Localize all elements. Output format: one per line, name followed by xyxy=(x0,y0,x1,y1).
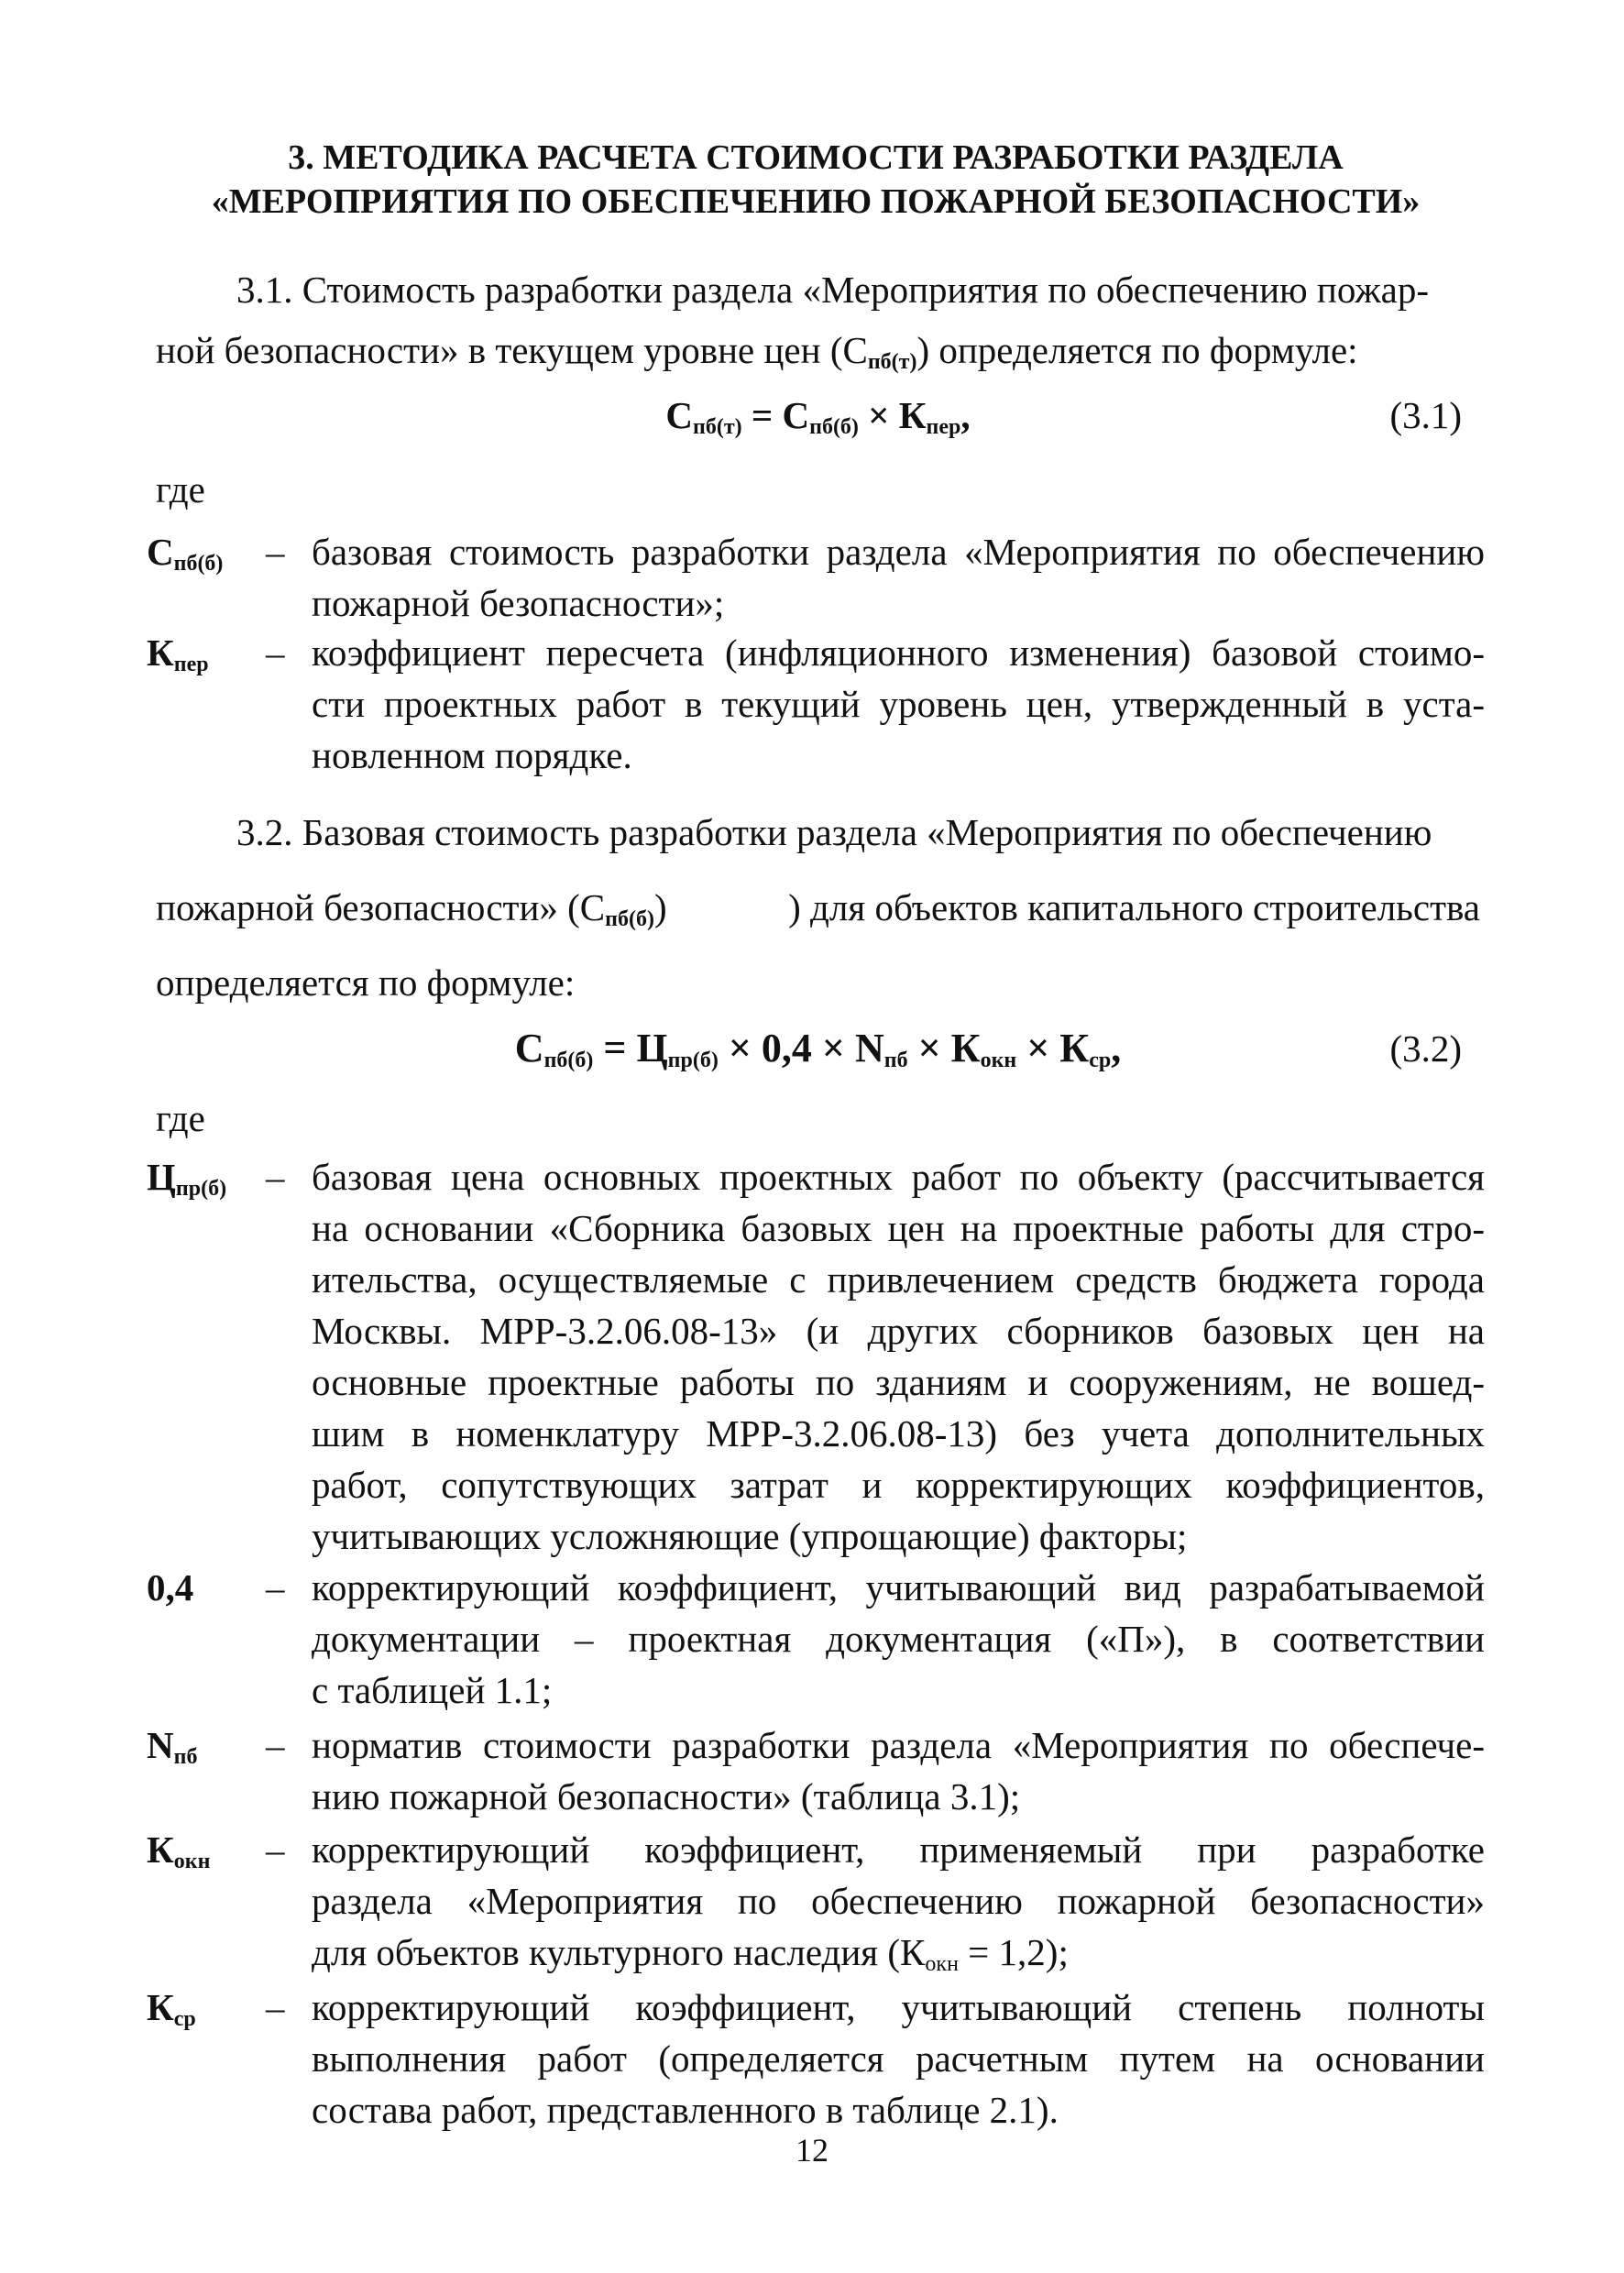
paragraph-3-1 xyxy=(156,264,1480,376)
definition-item: $С_{пб(б)}$ – базовая стоимость разработки раздела «Мероприятия по обеспечению пожарной безопасности»; xyxy=(147,526,1485,629)
definition-text: норматив стоимости разработки раздела «Мероприятия по обеспече- нию пожарной безопасности» (таблица 3.1); xyxy=(312,1724,1485,1817)
definition-symbol: $С_{пб(б)}$ xyxy=(147,531,224,576)
definition-item: 0,4 – корректирующий коэффициент, учитывающий вид разрабатываемой документации – проектная документация («П»), в соответствии с таблицей 1.1; xyxy=(147,1562,1485,1716)
paragraph-line: ной безопасности» в текущем уровне цен $(С_{пб(т)})$ определяется по формуле: xyxy=(156,329,1358,374)
definition-symbol: $К_{пер}$ xyxy=(147,631,209,676)
paragraph-line: пожарной безопасности» $(С_{пб(б)})$ ) для объектов капитального строительства xyxy=(156,886,1480,931)
heading-line-2: «МЕРОПРИЯТИЯ ПО ОБЕСПЕЧЕНИЮ ПОЖАРНОЙ БЕЗОПАСНОСТИ» xyxy=(211,182,1421,221)
definition-text: базовая стоимость разработки раздела «Мероприятия по обеспечению пожарной безопасности»; xyxy=(312,531,1485,624)
paragraph-line: 3.2. Базовая стоимость разработки раздела «Мероприятия по обеспечению xyxy=(236,811,1432,853)
definition-symbol: 0,4 xyxy=(147,1566,194,1609)
definition-item: $К_{пер}$ – коэффициент пересчета (инфляционного изменения) базовой стоимо- сти проектных работ в текущий уровень цен, утвержденный в уста- новленном порядке. xyxy=(147,627,1485,781)
formula-number: (3.2) xyxy=(1389,1027,1462,1070)
definition-text: коэффициент пересчета (инфляционного изменения) базовой стоимо- сти проектных работ в текущий уровень цен, утвержденный в уста- новленном порядке. xyxy=(312,631,1485,776)
formula-expression: $С_{пб(т)} = С_{пб(б)} \times К_{пер}$, xyxy=(665,394,971,439)
definition-text: корректирующий коэффициент, учитывающий степень полноты выполнения работ (определяется расчетным путем на основании состава работ, представленного в таблице 2.1). xyxy=(312,1986,1485,2131)
definition-text: корректирующий коэффициент, применяемый при разработке раздела «Мероприятия по обеспечению пожарной безопасности» для объектов культурного наследия $(К_{окн} = 1,2)$; xyxy=(312,1828,1485,1976)
definition-item: $К_{окн}$ – корректирующий коэффициент, применяемый при разработке раздела «Мероприятия по обеспечению пожарной безопасности» для объектов культурного наследия $(К_{окн} = 1,2)$; xyxy=(147,1824,1485,1978)
definition-item: $Ц_{пр(б)}$ – базовая цена основных проектных работ по объекту (рассчитывается на основании «Сборника базовых цен на проектные работы для стро- ительства, осуществляемые с привлечением средств бюджета города Москвы. МРР-3.2.06.08-13» (и других сборников базовых цен на основные проектные работы по зданиям и сооружениям, не вошед- шим в номенклатуру МРР-3.2.06.08-13) без учета дополнительных работ, сопутствующих затрат и корректирующих коэффициентов, учитывающих усложняющие (упрощающие) факторы; xyxy=(147,1151,1485,1562)
section-heading xyxy=(147,136,1485,224)
definition-symbol: $N_{пб}$ xyxy=(147,1724,198,1769)
paragraph-3-2 xyxy=(156,807,1480,1008)
paragraph-line: определяется по формуле: xyxy=(156,961,576,1004)
heading-line-1: 3. МЕТОДИКА РАСЧЕТА СТОИМОСТИ РАЗРАБОТКИ РАЗДЕЛА xyxy=(288,138,1344,177)
definition-symbol: $К_{окн}$ xyxy=(147,1828,211,1873)
formula-expression: $С_{пб(б)} = Ц_{пр(б)} \times 0,4 \times N_{пб} \times К_{окн} \times К_{ср}$, xyxy=(514,1026,1122,1072)
definition-text: корректирующий коэффициент, учитывающий вид разрабатываемой документации – проектная документация («П»), в соответствии с таблицей 1.1; xyxy=(312,1566,1485,1711)
definition-symbol: $Ц_{пр(б)}$ xyxy=(147,1156,227,1201)
definition-item: $К_{ср}$ – корректирующий коэффициент, учитывающий степень полноты выполнения работ (определяется расчетным путем на основании состава работ, представленного в таблице 2.1). xyxy=(147,1982,1485,2136)
formula-3-1 xyxy=(156,390,1480,445)
page-number: 12 xyxy=(796,2132,828,2169)
where-label: где xyxy=(156,1097,205,1139)
definition-text: базовая цена основных проектных работ по объекту (рассчитывается на основании «Сборника базовых цен на проектные работы для стро- ительства, осуществляемые с привлечением средств бюджета города Москвы. МРР-3.2.06.08-13» (и других сборников базовых цен на основные проектные работы по зданиям и сооружениям, не вошед- шим в номенклатуру МРР-3.2.06.08-13) без учета дополнительных работ, сопутствующих затрат и корректирующих коэффициентов, учитывающих усложняющие (упрощающие) факторы; xyxy=(312,1156,1485,1557)
definition-item: $N_{пб}$ – норматив стоимости разработки раздела «Мероприятия по обеспече- нию пожарной безопасности» (таблица 3.1); xyxy=(147,1719,1485,1822)
paragraph-line: 3.1. Стоимость разработки раздела «Мероприятия по обеспечению пожар- xyxy=(236,269,1430,311)
where-label: где xyxy=(156,468,205,511)
formula-3-2 xyxy=(156,1023,1480,1078)
definition-symbol: $К_{ср}$ xyxy=(147,1986,196,2031)
formula-number: (3.1) xyxy=(1389,394,1462,436)
